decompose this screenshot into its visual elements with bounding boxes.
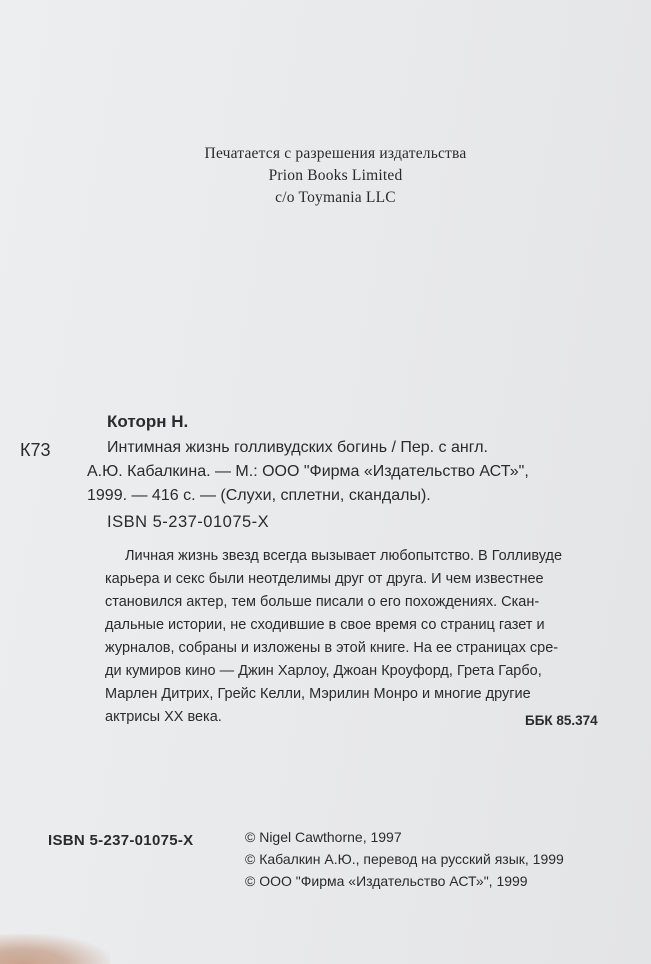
annotation-line: Личная жизнь звезд всегда вызывает любопытство. В Голливуде: [125, 548, 563, 564]
annotation-line: журналов, собраны и изложены в этой книге. На ее страницах сре-: [105, 640, 559, 656]
bibliographic-line: Интимная жизнь голливудских богинь / Пер. с англ.: [107, 439, 488, 456]
copyright-line: © Nigel Cawthorne, 1997: [245, 829, 402, 845]
permission-care-of: c/o Toymania LLC: [275, 189, 396, 206]
permission-notice: [0, 143, 651, 209]
copyright-line: © ООО "Фирма «Издательство АСТ»", 1999: [245, 873, 528, 889]
annotation-line: дальные истории, не сходившие в свое время со страниц газет и: [105, 617, 545, 633]
copyright-notices: [245, 826, 564, 892]
annotation-line: Марлен Дитрих, Грейс Келли, Мэрилин Монро и многие другие: [105, 686, 531, 702]
catalog-author: Которн Н.: [107, 412, 189, 431]
bibliographic-record: [87, 436, 607, 508]
catalog-author-code: К73: [20, 440, 51, 460]
bibliographic-line: 1999. — 416 с. — (Слухи, сплетни, скандалы).: [87, 487, 431, 504]
annotation-line: становился актер, тем больше писали о его похождениях. Скан-: [105, 594, 540, 610]
annotation-line: актрисы XX века.: [105, 709, 222, 725]
catalog-isbn: ISBN 5-237-01075-Х: [107, 513, 270, 531]
bbk-index: ББК 85.374: [525, 713, 598, 728]
bibliographic-line: А.Ю. Кабалкина. — М.: ООО "Фирма «Издательство АСТ»",: [87, 463, 529, 480]
annotation-line: карьера и секс были неотделимы друг от друга. И чем известнее: [105, 571, 544, 587]
copyright-line: © Кабалкин А.Ю., перевод на русский язык, 1999: [245, 851, 564, 867]
footer-isbn: ISBN 5-237-01075-Х: [48, 832, 194, 849]
annotation: [105, 545, 615, 729]
finger-shadow: [0, 934, 110, 964]
permission-publisher: Prion Books Limited: [268, 167, 403, 184]
annotation-line: ди кумиров кино — Джин Харлоу, Джоан Кроуфорд, Грета Гарбо,: [105, 663, 542, 679]
permission-line: Печатается с разрешения издательства: [204, 145, 467, 162]
